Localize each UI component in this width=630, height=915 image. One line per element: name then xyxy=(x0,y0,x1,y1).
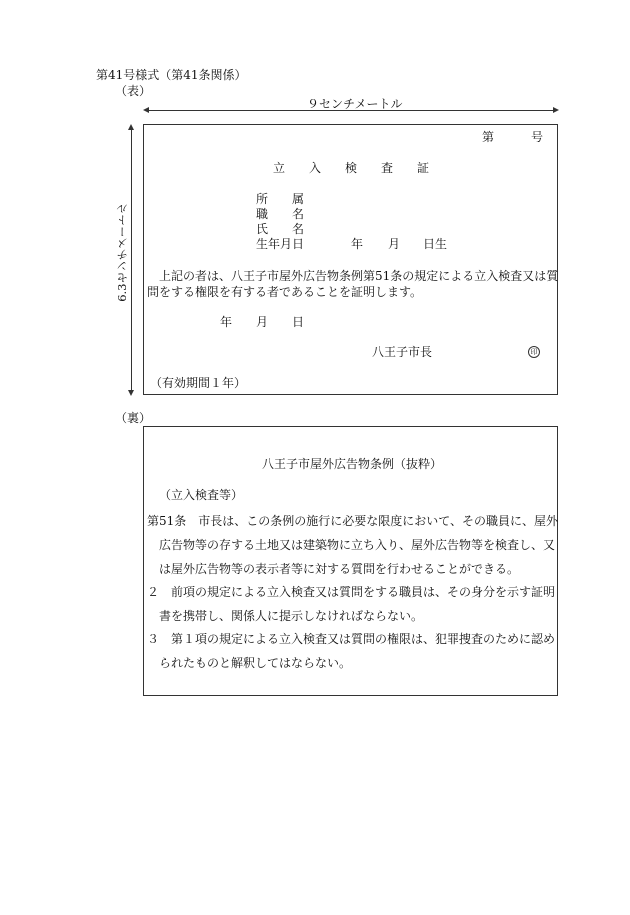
height-arrow-down-icon xyxy=(128,390,134,396)
birthdate-label: 生年月日 xyxy=(256,237,305,251)
width-dimension-label: ９センチメートル xyxy=(304,98,406,110)
paragraph-2-line: ２ 前項の規定による立入検査又は質問をする職員は、その身分を示す証明 xyxy=(147,585,556,599)
paragraph-2-line: 書を携帯し、関係人に提示しなければならない。 xyxy=(159,609,424,623)
paragraph-3-line: られたものと解釈してはならない。 xyxy=(159,656,352,670)
affiliation-label: 属 xyxy=(292,192,305,206)
section-heading: （立入検査等） xyxy=(159,488,244,502)
article-line: 広告物等の存する土地又は建築物に立ち入り、屋外広告物等を検査し、又 xyxy=(159,538,556,552)
article-line: は屋外広告物等の表示者等に対する質問を行わせることができる。 xyxy=(159,562,520,576)
title-char: 立 xyxy=(273,161,286,175)
name-label: 氏 xyxy=(256,222,269,236)
date-month: 月 xyxy=(256,315,269,329)
height-dimension-label: 6.3センチメートル xyxy=(117,200,129,305)
birth-day: 日生 xyxy=(423,237,448,251)
paragraph-3-line: ３ 第１項の規定による立入検査又は質問の権限は、犯罪捜査のために認め xyxy=(147,632,556,646)
back-label: （裏） xyxy=(115,411,152,425)
width-arrow-left-icon xyxy=(143,107,149,113)
title-char: 検 xyxy=(345,161,358,175)
date-day: 日 xyxy=(292,315,305,329)
certification-line: 上記の者は、八王子市屋外広告物条例第51条の規定による立入検査又は質 xyxy=(159,269,559,283)
number-dai: 第 xyxy=(482,130,495,144)
birth-year: 年 xyxy=(351,237,364,251)
mayor-title: 八王子市長 xyxy=(372,345,433,359)
position-label: 名 xyxy=(292,207,305,221)
width-arrow-right-icon xyxy=(553,107,559,113)
title-char: 査 xyxy=(381,161,394,175)
date-year: 年 xyxy=(220,315,233,329)
form-number: 第41号様式（第41条関係） xyxy=(96,68,247,82)
front-label: （表） xyxy=(115,84,152,98)
height-dimension-line xyxy=(131,127,132,393)
validity-period: （有効期間１年） xyxy=(150,376,247,390)
birth-month: 月 xyxy=(388,237,401,251)
height-arrow-up-icon xyxy=(128,124,134,130)
title-char: 証 xyxy=(417,161,430,175)
certification-line: 問をする権限を有する者であることを証明します。 xyxy=(147,285,423,299)
seal-icon: 印 xyxy=(528,346,540,358)
ordinance-title: 八王子市屋外広告物条例（抜粋） xyxy=(262,457,443,471)
number-go: 号 xyxy=(531,130,544,144)
name-label: 名 xyxy=(292,222,305,236)
affiliation-label: 所 xyxy=(256,192,269,206)
position-label: 職 xyxy=(256,207,269,221)
title-char: 入 xyxy=(309,161,322,175)
article-line: 第51条 市長は、この条例の施行に必要な限度において、その職員に、屋外 xyxy=(147,514,559,528)
